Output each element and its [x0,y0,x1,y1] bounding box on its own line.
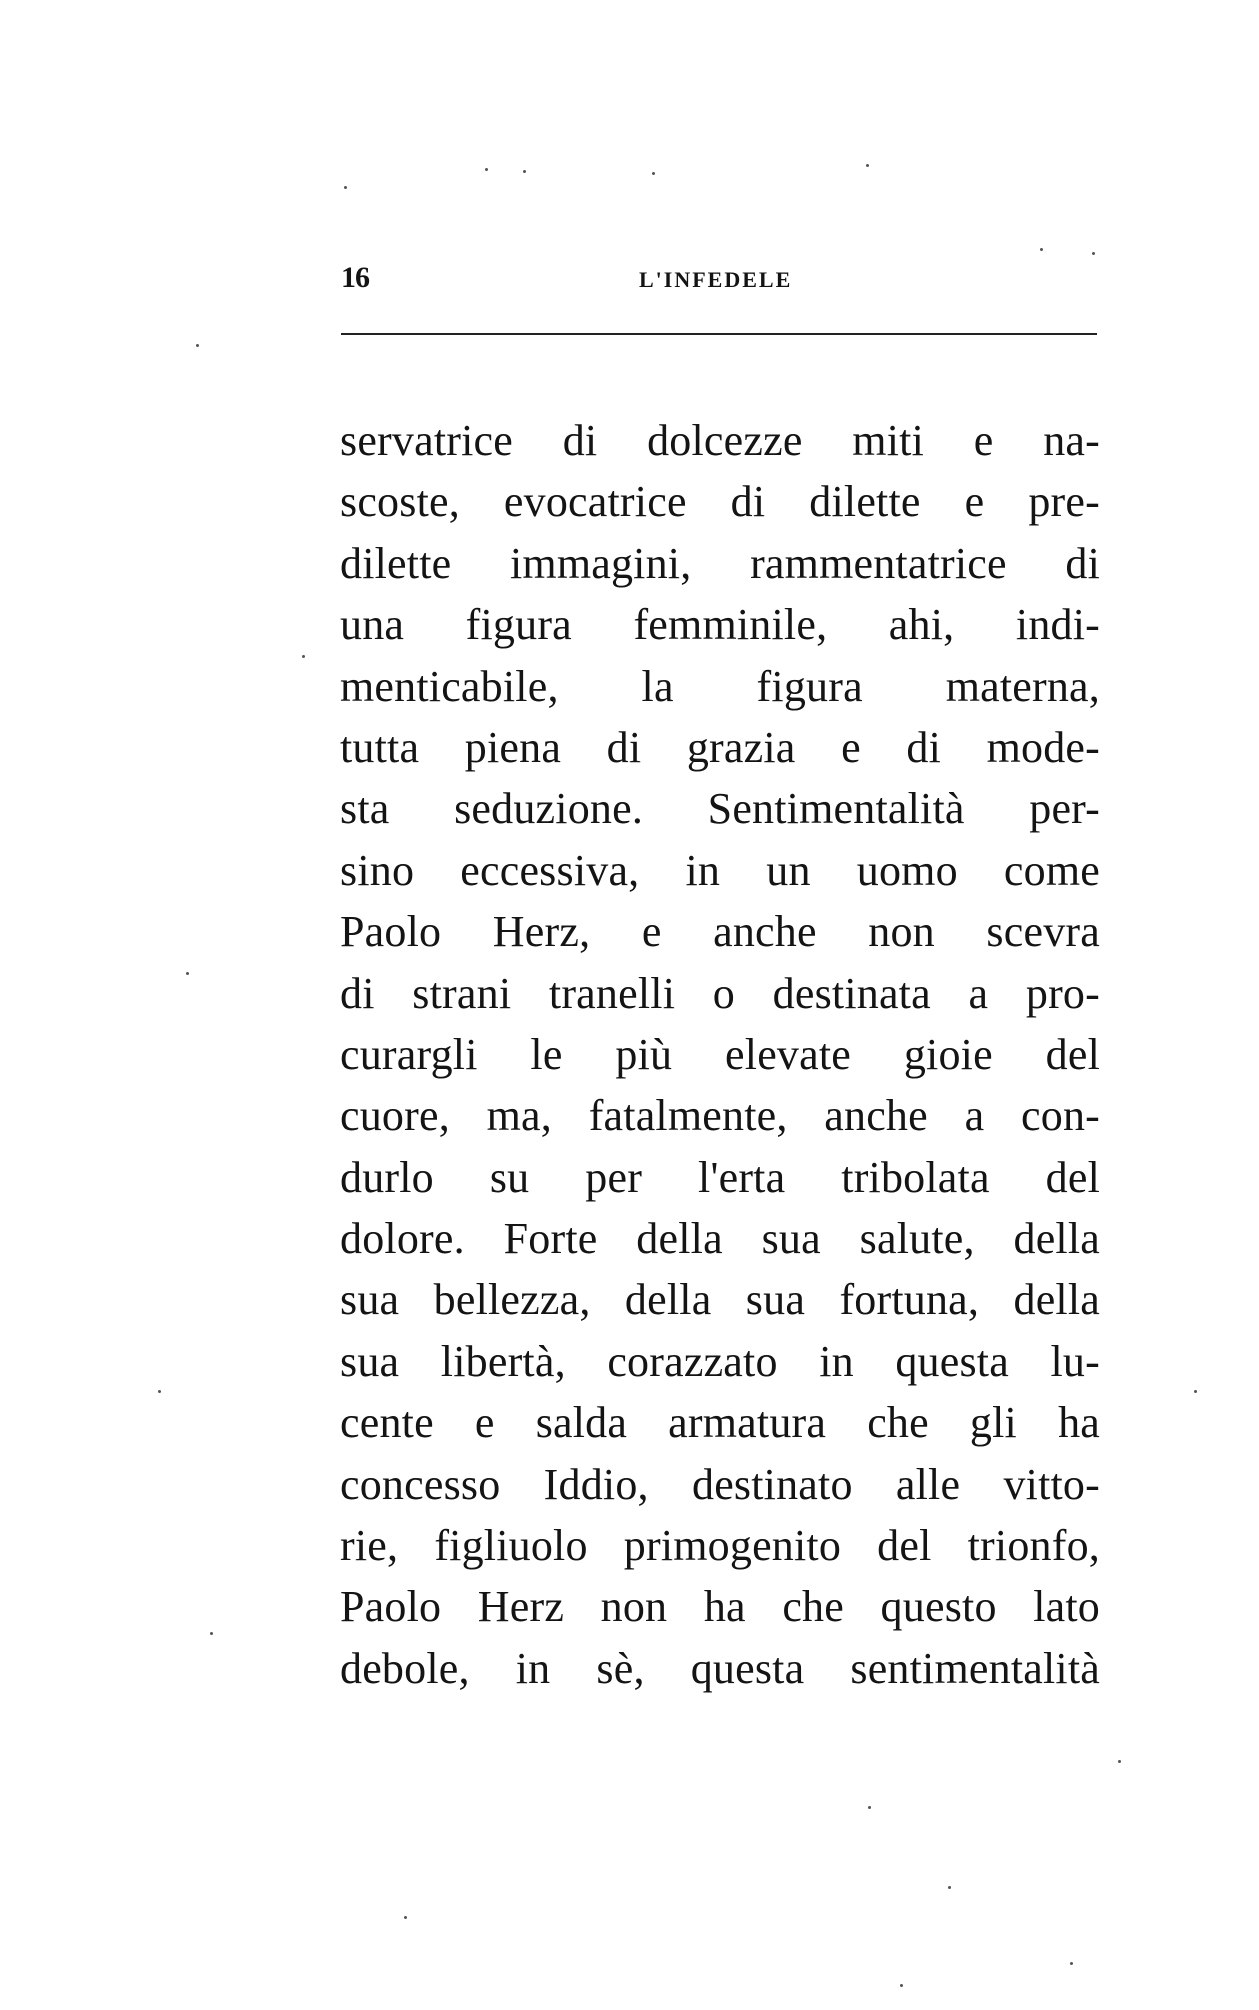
text-line: sua libertà, corazzato in questa lu- [340,1336,1100,1386]
text-line: debole, in sè, questa sentimentalità [340,1643,1100,1693]
text-line: cuore, ma, fatalmente, anche a con- [340,1091,1100,1141]
text-line: durlo su per l'erta tribolata del [340,1152,1100,1202]
scan-speck [210,1632,213,1635]
text-line: servatrice di dolcezze miti e na- [340,416,1100,465]
running-title: L'INFEDELE [639,267,793,292]
scan-speck [344,186,347,189]
text-line: sua bellezza, della sua fortuna, della [340,1275,1100,1325]
text-line: Paolo Herz non ha che questo lato [340,1582,1100,1632]
text-line: di strani tranelli o destinata a pro- [340,968,1100,1018]
scan-speck [302,655,305,658]
page-header [341,258,1097,298]
page-number: 16 [341,261,369,294]
text-line: tutta piena di grazia e di mode- [340,722,1100,772]
header-rule [341,333,1097,335]
scan-speck [1092,252,1095,255]
scan-speck [900,1984,903,1987]
scan-speck [404,1916,407,1919]
scan-speck [1194,1390,1197,1393]
text-line: dilette immagini, rammentatrice di [340,538,1100,588]
text-line: scoste, evocatrice di dilette e pre- [340,477,1100,527]
scan-speck [186,972,189,975]
text-line: sino eccessiva, in un uomo come [340,845,1100,895]
text-line: concesso Iddio, destinato alle vitto- [340,1459,1100,1509]
scan-speck [1070,1962,1073,1965]
text-line: rie, figliuolo primogenito del trionfo, [340,1521,1100,1571]
scan-speck [1040,248,1043,251]
scan-speck [485,168,488,171]
text-line: dolore. Forte della sua salute, della [340,1214,1100,1264]
scan-speck [948,1886,951,1889]
scan-speck [196,344,199,347]
text-line: curargli le più elevate gioie del [340,1029,1100,1079]
scan-speck [868,1806,871,1809]
scan-speck [866,164,869,167]
scan-speck [1118,1760,1121,1763]
text-line: una figura femminile, ahi, indi- [340,600,1100,650]
text-line: sta seduzione. Sentimentalità per- [340,784,1100,834]
body-text [340,410,1100,1699]
text-line: menticabile, la figura materna, [340,661,1100,711]
scan-speck [523,170,526,173]
text-line: Paolo Herz, e anche non scevra [340,907,1100,957]
text-line: cente e salda armatura che gli ha [340,1398,1100,1448]
scan-speck [652,172,655,175]
scan-speck [158,1390,161,1393]
